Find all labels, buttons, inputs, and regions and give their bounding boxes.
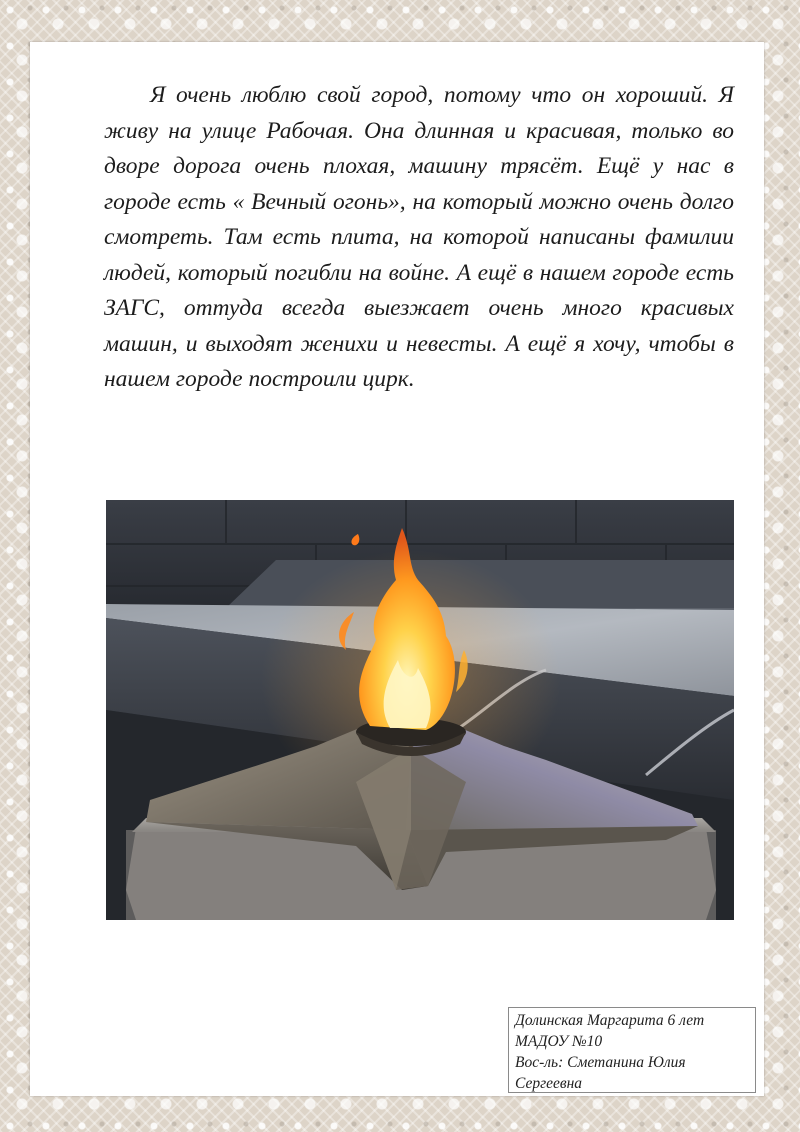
author-caption: Долинская Маргарита 6 лет МАДОУ №10 Вос-ль: Сметанина Юлия Сергеевна — [508, 1007, 756, 1093]
eternal-flame-photo — [106, 500, 734, 920]
paper-sheet — [30, 42, 764, 1096]
essay-text: Я очень люблю свой город, потому что он хороший. Я живу на улице Рабочая. Она длинная и красивая, только во дворе дорога очень плохая, машину трясёт. Ещё у нас в городе есть « Вечный огонь», на который можно очень долго смотреть. Там есть плита, на которой написаны фамилии людей, который погибли на войне. А ещё в нашем городе есть ЗАГС, оттуда всегда выезжает очень много красивых машин, и выходят женихи и невесты. А ещё я хочу, чтобы в нашем городе построили цирк. — [104, 82, 734, 392]
